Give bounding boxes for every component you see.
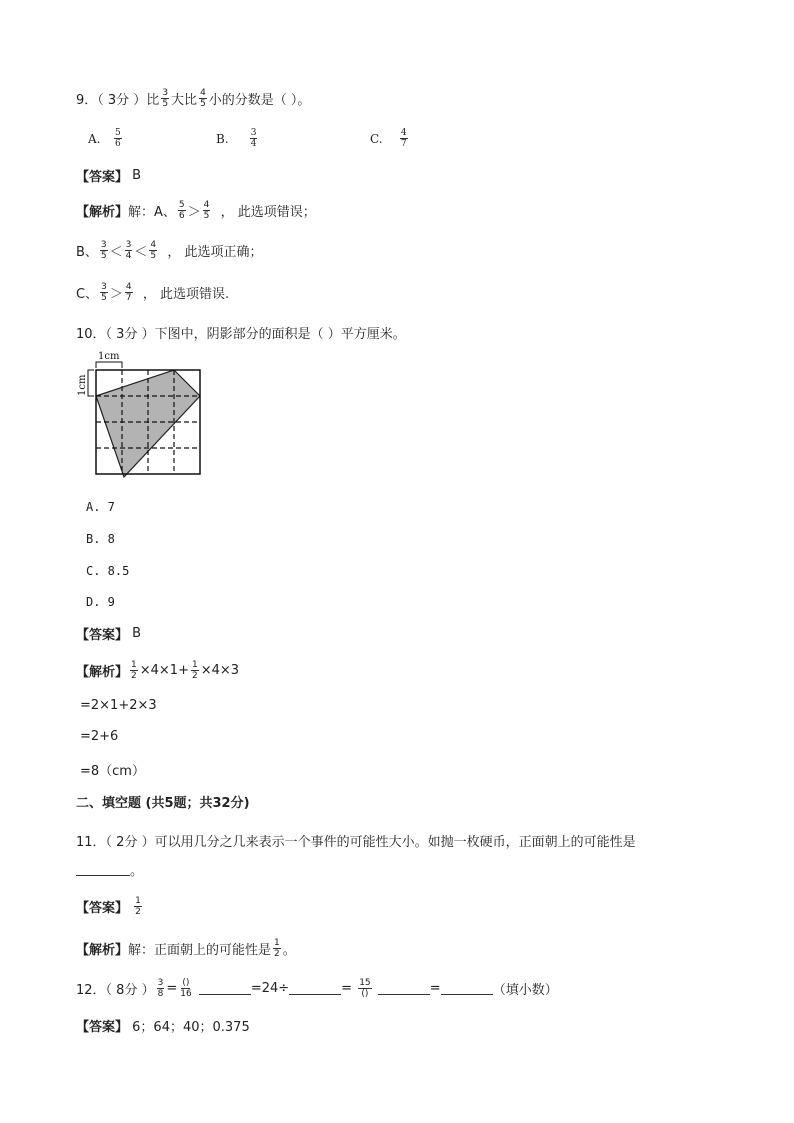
q9-fraction-2: $\frac{4}{5}$: [200, 88, 206, 109]
q9-number: 9．（ 3分 ）比: [76, 93, 160, 108]
q12-blank-1[interactable]: [199, 982, 251, 995]
q12-blank-3[interactable]: [378, 982, 430, 995]
q9-analysis-3: C、 $\frac{3}{5}$ ＞ $\frac{4}{7}$ ， 此选项错误.: [76, 282, 230, 303]
q10-grid-figure: [76, 350, 208, 482]
q9-analysis-1: 【解析】 解：A、 $\frac{5}{6}$ ＞ $\frac{4}{5}$ ， 此选项错误；: [76, 200, 316, 221]
section-2-title: 二、填空题 (共5题；共32分): [76, 796, 250, 811]
q9-analysis-2: B、 $\frac{3}{5}$ ＜ $\frac{3}{4}$ ＜ $\frac{4}{5}$ ， 此选项正确；: [76, 240, 263, 261]
q12-stem: 12．（ 8分 ） $\frac{3}{8}$ = $\frac{()}{16}$ =24÷ = $\frac{15}{()}$ = （填小数）: [76, 978, 558, 999]
q10-step-3: =8（cm）: [80, 764, 145, 779]
q12-blank-2[interactable]: [289, 982, 341, 995]
q10-label-vertical: 1cm: [77, 374, 88, 396]
q10-stem: 10．（ 3分 ）下图中，阴影部分的面积是（ ）平方厘米。: [76, 327, 406, 342]
q9-answer: 【答案】 B: [76, 168, 142, 185]
q11-answer: 【答案】 $\frac{1}{2}$: [76, 896, 141, 917]
q10-step-1: =2×1+2×3: [80, 698, 157, 713]
q12-answer: 【答案】 6；64；40；0.375: [76, 1020, 250, 1035]
q11-stem: 11．（ 2分 ）可以用几分之几来表示一个事件的可能性大小。如抛一枚硬币，正面朝上的可能性是: [76, 835, 636, 850]
q10-analysis: 【解析】 $\frac{1}{2}$ ×4×1+ $\frac{1}{2}$ ×4×3: [76, 660, 240, 681]
q10-choice-a[interactable]: A. 7: [86, 500, 115, 514]
q9-fraction-1: $\frac{3}{5}$: [162, 88, 169, 109]
q10-choice-c[interactable]: C. 8.5: [86, 564, 130, 578]
q10-step-2: =2+6: [80, 729, 119, 744]
q10-label-horizontal: 1cm: [98, 351, 120, 362]
q10-choice-d[interactable]: D. 9: [86, 595, 115, 609]
q11-analysis: 【解析】 解：正面朝上的可能性是 $\frac{1}{2}$ 。: [76, 938, 296, 959]
q12-blank-4[interactable]: [441, 982, 493, 995]
q9-option-c[interactable]: C. $\frac{4}{7}$: [370, 128, 407, 149]
q9-stem: 9．（ 3分 ）比 $\frac{3}{5}$ 大比 $\frac{4}{5}$ 小的分数是（ ）。: [76, 88, 311, 109]
q11-blank-line: 。: [76, 860, 143, 879]
q11-blank[interactable]: [76, 863, 130, 876]
q9-option-a[interactable]: A. $\frac{5}{6}$: [88, 128, 121, 149]
q10-answer: 【答案】 B: [76, 626, 142, 643]
q10-choice-b[interactable]: B. 8: [86, 532, 115, 546]
q9-option-b[interactable]: B. $\frac{3}{4}$: [216, 128, 257, 149]
